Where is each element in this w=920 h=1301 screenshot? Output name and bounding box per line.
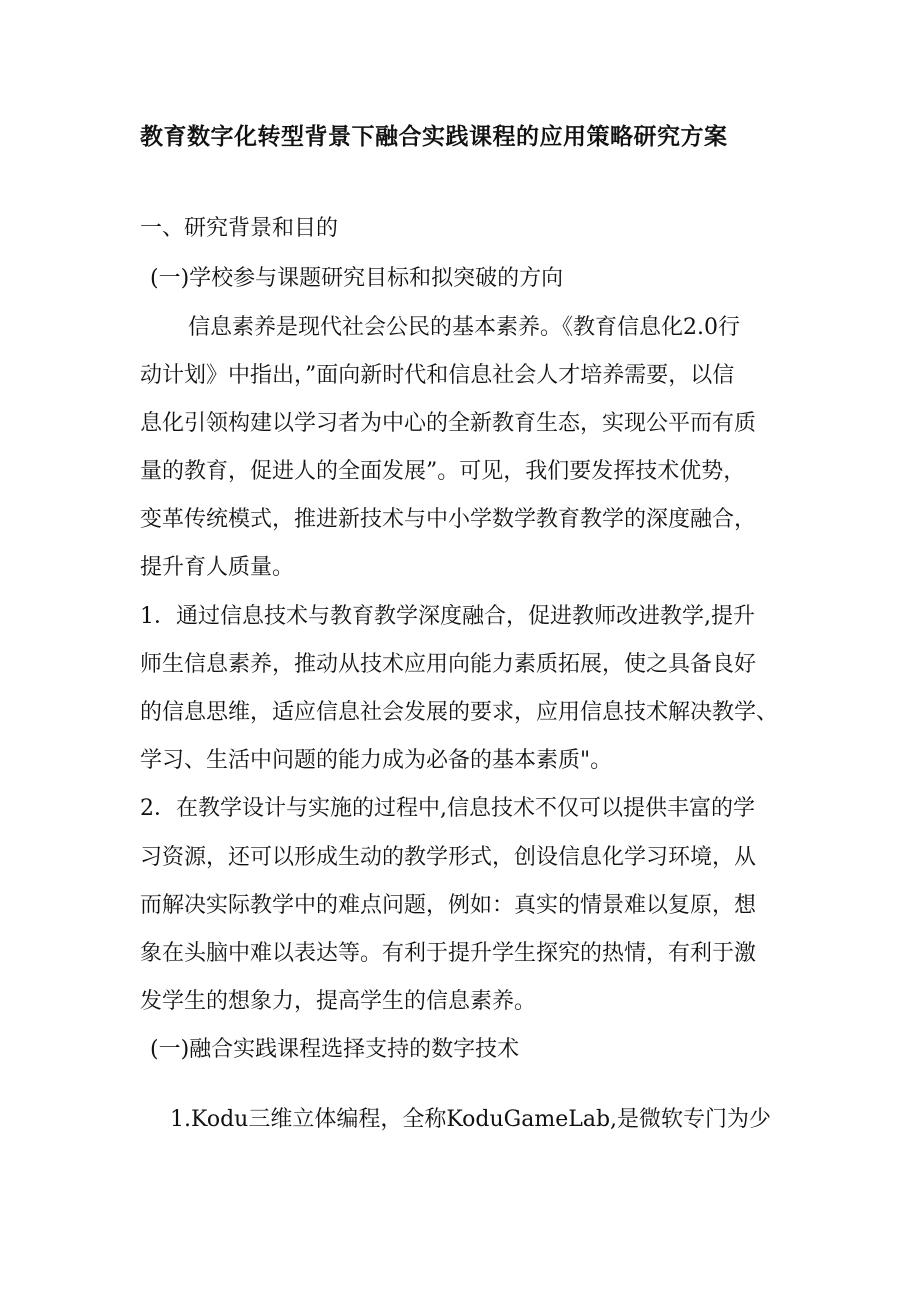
- paragraph-line: 量的教育，促进人的全面发展”。可见，我们要发挥技术优势，: [140, 459, 746, 484]
- list-item-line: 的信息思维，适应信息社会发展的要求，应用信息技术解决教学、: [140, 700, 779, 725]
- list-item-line: 学习、生活中问题的能力成为必备的基本素质"。: [140, 748, 613, 773]
- subsection-heading: (一)融合实践课程选择支持的数字技术: [150, 1037, 520, 1062]
- list-item-line: 而解决实际教学中的难点问题，例如：真实的情景难以复原，想: [140, 893, 757, 918]
- paragraph-line: 变革传统模式，推进新技术与中小学数学教育教学的深度融合，: [140, 507, 757, 532]
- list-item-line: 象在头脑中难以表达等。有利于提升学生探究的热情，有利于激: [140, 941, 757, 966]
- list-item-line: 习资源，还可以形成生动的教学形式，创设信息化学习环境，从: [140, 845, 757, 870]
- document-title: 教育数字化转型背景下融合实践课程的应用策略研究方案: [140, 124, 728, 150]
- list-item-line: 师生信息素养，推动从技术应用向能力素质拓展，使之具备良好: [140, 652, 757, 677]
- list-item-line: 1．通过信息技术与教育教学深度融合，促进教师改进教学,提升: [140, 604, 755, 629]
- list-item-line: 发学生的想象力，提高学生的信息素养。: [140, 989, 537, 1014]
- list-item-line: 1.Kodu三维立体编程，全称KoduGameLab,是微软专门为少: [170, 1107, 772, 1132]
- paragraph-line: 息化引领构建以学习者为中心的全新教育生态，实现公平而有质: [140, 411, 757, 436]
- subsection-heading: (一)学校参与课题研究目标和拟突破的方向: [150, 266, 564, 291]
- section-heading: 一、研究背景和目的: [140, 216, 339, 241]
- paragraph-line: 提升育人质量。: [140, 555, 295, 580]
- list-item-line: 2．在教学设计与实施的过程中,信息技术不仅可以提供丰富的学: [140, 796, 755, 821]
- paragraph-line: 动计划》中指出，”面向新时代和信息社会人才培养需要，以信: [140, 363, 735, 388]
- paragraph-line: 信息素养是现代社会公民的基本素养。《教育信息化2.0行: [188, 315, 740, 340]
